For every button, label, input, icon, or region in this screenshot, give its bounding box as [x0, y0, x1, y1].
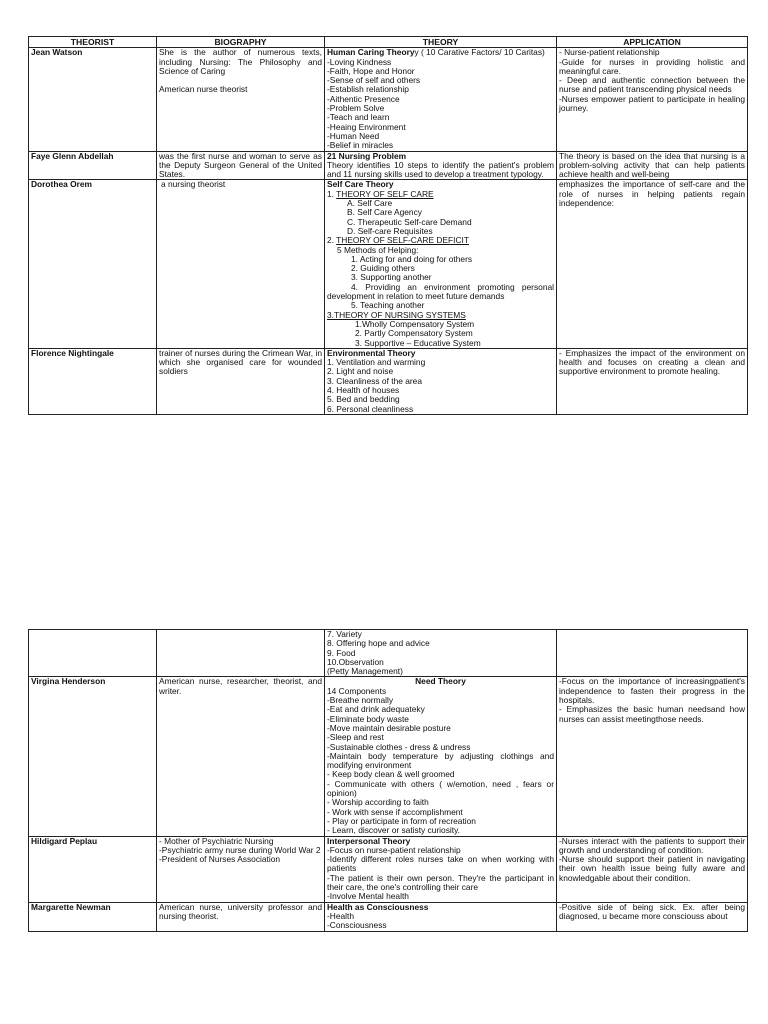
theory-item: -Involve Mental health: [327, 891, 409, 902]
theory-item: -Establish relationship: [327, 84, 409, 95]
theory-item: 9. Food: [327, 647, 356, 658]
theory-item: 1.Wholly Compensatory System: [355, 318, 475, 329]
theorist-name: Jean Watson: [29, 48, 157, 151]
theory-item: 10.Observation: [327, 656, 384, 667]
theory-item: (Petty Management): [327, 666, 403, 677]
theory-item: -Loving Kindness: [327, 56, 392, 67]
table-row-abdellah: [29, 151, 748, 180]
biography-text: -President of Nurses Association: [159, 854, 281, 865]
theory-cell: [325, 836, 557, 902]
theory-item: - Worship according to faith: [327, 797, 429, 808]
theory-item: 5. Teaching another: [351, 300, 425, 311]
theory-item: 3. Cleanliness of the area: [327, 375, 422, 386]
application-text: -Nurses interact with the patients to support their growth and understanding of condition.: [559, 835, 745, 855]
biography-cell: [157, 48, 325, 151]
theory-section-heading: 3.THEORY OF NURSING SYSTEMS: [327, 309, 466, 320]
theory-item: A. Self Care: [347, 198, 393, 209]
application-cell: [557, 677, 748, 836]
theory-title: 21 Nursing Problem: [327, 150, 407, 161]
theory-cell: [325, 151, 557, 180]
application-text: - Nurse-patient relationship: [559, 47, 660, 58]
header-row: [29, 37, 748, 48]
theory-item: - Keep body clean & well groomed: [327, 769, 455, 780]
theory-title-bold: Human Caring Theory: [327, 47, 415, 58]
table-row-newman: [29, 902, 748, 931]
table-row-peplau: [29, 836, 748, 902]
theory-item: D. Self-care Requisites: [347, 225, 433, 236]
application-text: -Guide for nurses in providing holistic and meaningful care.: [559, 56, 745, 76]
theory-item: 2. Light and noise: [327, 366, 394, 377]
theorist-table-page-1: [28, 36, 748, 415]
application-text: -Focus on the importance of increasingpatient's independence to fasten their progress in the hospitals.: [559, 676, 745, 706]
application-text: - Emphasizes the impact of the environment on health and focuses on creating a clean and supportive environment to promote healing.: [557, 348, 748, 414]
application-text: The theory is based on the idea that nursing is a problem-solving activity that can help patients achieve health and well-being: [557, 151, 748, 180]
theory-item: -Sleep and rest: [327, 732, 384, 743]
theory-subheading: 5 Methods of Helping:: [337, 244, 419, 255]
theory-item: 8. Offering hope and advice: [327, 638, 430, 649]
theory-item: 4. Providing an environment promoting personal development in relation to meet future demands: [327, 281, 554, 302]
theory-item: -Problem Solve: [327, 103, 385, 114]
biography-cell: [157, 836, 325, 902]
application-text: - Deep and authentic connection between the nurse and patient transcending physical needs: [559, 75, 745, 95]
theory-item: -Identify different roles nurses take on when working with patients: [327, 854, 554, 874]
theory-cell: [325, 630, 557, 677]
theory-cell: [325, 677, 557, 836]
application-text: -Nurse should support their patient in navigating their own health issue being fully aware and knowledgable about their condition.: [559, 854, 745, 883]
theory-item: -Sustainable clothes - dress & undress: [327, 741, 471, 752]
table-row-orem: [29, 180, 748, 348]
biography-empty: [157, 630, 325, 677]
biography-text: was the first nurse and woman to serve as the Deputy Surgeon General of the United States.: [157, 151, 325, 180]
theory-item: 2. Guiding others: [351, 263, 415, 274]
theory-cell: [325, 180, 557, 348]
theory-item: -Health: [327, 910, 354, 921]
theory-item: 14 Components: [327, 685, 387, 696]
theory-cell: [325, 902, 557, 931]
theory-item: B. Self Care Agency: [347, 207, 422, 218]
theory-title: Interpersonal Theory: [327, 835, 411, 846]
theory-item: -Eat and drink adequateky: [327, 704, 425, 715]
theory-item: -Move maintain desirable posture: [327, 722, 451, 733]
theory-item: - Learn, discover or satisty curiosity.: [327, 825, 460, 836]
biography-text: - Mother of Psychiatric Nursing: [159, 835, 274, 846]
theory-item: -Faith, Hope and Honor: [327, 65, 415, 76]
biography-text: a nursing theorist: [157, 180, 325, 348]
theory-item: 1. Acting for and doing for others: [351, 253, 473, 264]
table-row-nightingale: [29, 348, 748, 414]
theory-item: - Work with sense if accomplishment: [327, 806, 463, 817]
theory-title: Need Theory: [415, 676, 466, 687]
application-cell: [557, 48, 748, 151]
theory-item: -Heaing Environment: [327, 121, 406, 132]
theory-item: -Human Need: [327, 130, 380, 141]
theory-item: C. Therapeutic Self-care Demand: [347, 216, 472, 227]
application-cell: [557, 836, 748, 902]
theorist-name: Virgina Henderson: [29, 677, 157, 836]
theory-item: -Focus on nurse-patient relationship: [327, 844, 461, 855]
theory-title-rest: y ( 10 Carative Factors/ 10 Caritas): [414, 47, 545, 58]
theorist-name: Florence Nightingale: [29, 348, 157, 414]
application-text: emphasizes the importance of self-care and the role of nurses in helping patients regain independence:: [557, 180, 748, 348]
theory-item: 3. Supporting another: [351, 272, 432, 283]
theorist-name: Dorothea Orem: [29, 180, 157, 348]
theory-item: - Play or participate in form of recreation: [327, 815, 476, 826]
theory-title: Environmental Theory: [327, 347, 416, 358]
application-text: -Nurses empower patient to participate in healing journey.: [559, 93, 745, 114]
theory-item: -Sense of self and others: [327, 75, 421, 86]
theory-item: 7. Variety: [327, 629, 362, 639]
header-biography: BIOGRAPHY: [157, 37, 325, 48]
biography-text: American nurse theorist: [159, 84, 248, 95]
theorist-name-empty: [29, 630, 157, 677]
theorist-table-page-2: [28, 629, 748, 932]
application-text: -Positive side of being sick. Ex. after being diagnosed, u became more consciouss about: [557, 902, 748, 931]
theory-section-number: 1.: [327, 188, 337, 199]
theory-item: 2. Partly Compensatory System: [355, 328, 473, 339]
application-empty: [557, 630, 748, 677]
table-row-watson: [29, 48, 748, 151]
theory-item: - Communicate with others ( w/emotion, need , fears or opinion): [327, 778, 554, 799]
biography-text: American nurse, university professor and nursing theorist.: [157, 902, 325, 931]
theory-item: 3. Supportive – Educative System: [355, 337, 481, 348]
theory-section-number: 2.: [327, 235, 337, 246]
header-application: APPLICATION: [557, 37, 748, 48]
application-text: - Emphasizes the basic human needsand how nurses can assist meetingthose needs.: [559, 704, 745, 724]
theorist-name: Faye Glenn Abdellah: [29, 151, 157, 180]
theory-title: Health as Consciousness: [327, 901, 429, 912]
header-theorist: THEORIST: [29, 37, 157, 48]
table-row-nightingale-continued: [29, 630, 748, 677]
theory-item: 1. Ventilation and warming: [327, 357, 426, 368]
biography-text: She is the author of numerous texts, including Nursing: The Philosophy and Science of Caring: [159, 47, 322, 76]
theory-item: 4. Health of houses: [327, 384, 400, 395]
theory-text: Theory identifies 10 steps to identify the patient's problem and 11 nursing skills used to develop a treatment typology.: [327, 159, 554, 180]
biography-text: American nurse, researcher, theorist, and writer.: [157, 677, 325, 836]
theory-item: -Eliminate body waste: [327, 713, 409, 724]
theory-section-heading: THEORY OF SELF-CARE DEFICIT: [336, 235, 469, 246]
theory-item: 6. Personal cleanliness: [327, 403, 414, 414]
header-theory: THEORY: [325, 37, 557, 48]
theory-section-heading: THEORY OF SELF CARE: [336, 188, 434, 199]
theory-title: Self Care Theory: [327, 179, 394, 190]
theory-item: -The patient is their own person. They're the participant in their care, the one's controlling their care: [327, 872, 554, 893]
theory-title: [327, 47, 545, 57]
table-row-henderson: [29, 677, 748, 836]
theorist-name: Hildigard Peplau: [29, 836, 157, 902]
theory-item: -Maintain body temperature by adjusting clothings and modifying environment: [327, 750, 554, 771]
biography-text: trainer of nurses during the Crimean War, in which she organised care for wounded soldiers: [157, 348, 325, 414]
theory-item: 5. Bed and bedding: [327, 394, 400, 405]
theory-item: -Consciousness: [327, 920, 387, 931]
theory-item: -Belief in miracles: [327, 140, 394, 151]
theory-item: -Teach and learn: [327, 112, 390, 123]
theory-cell: [325, 48, 557, 151]
biography-text: -Psychiatric army nurse during World War 2: [159, 844, 321, 855]
theory-item: -Breathe normally: [327, 695, 394, 706]
theorist-name: Margarette Newman: [29, 902, 157, 931]
theory-item: -Aithentic Presence: [327, 93, 400, 104]
theory-cell: [325, 348, 557, 414]
